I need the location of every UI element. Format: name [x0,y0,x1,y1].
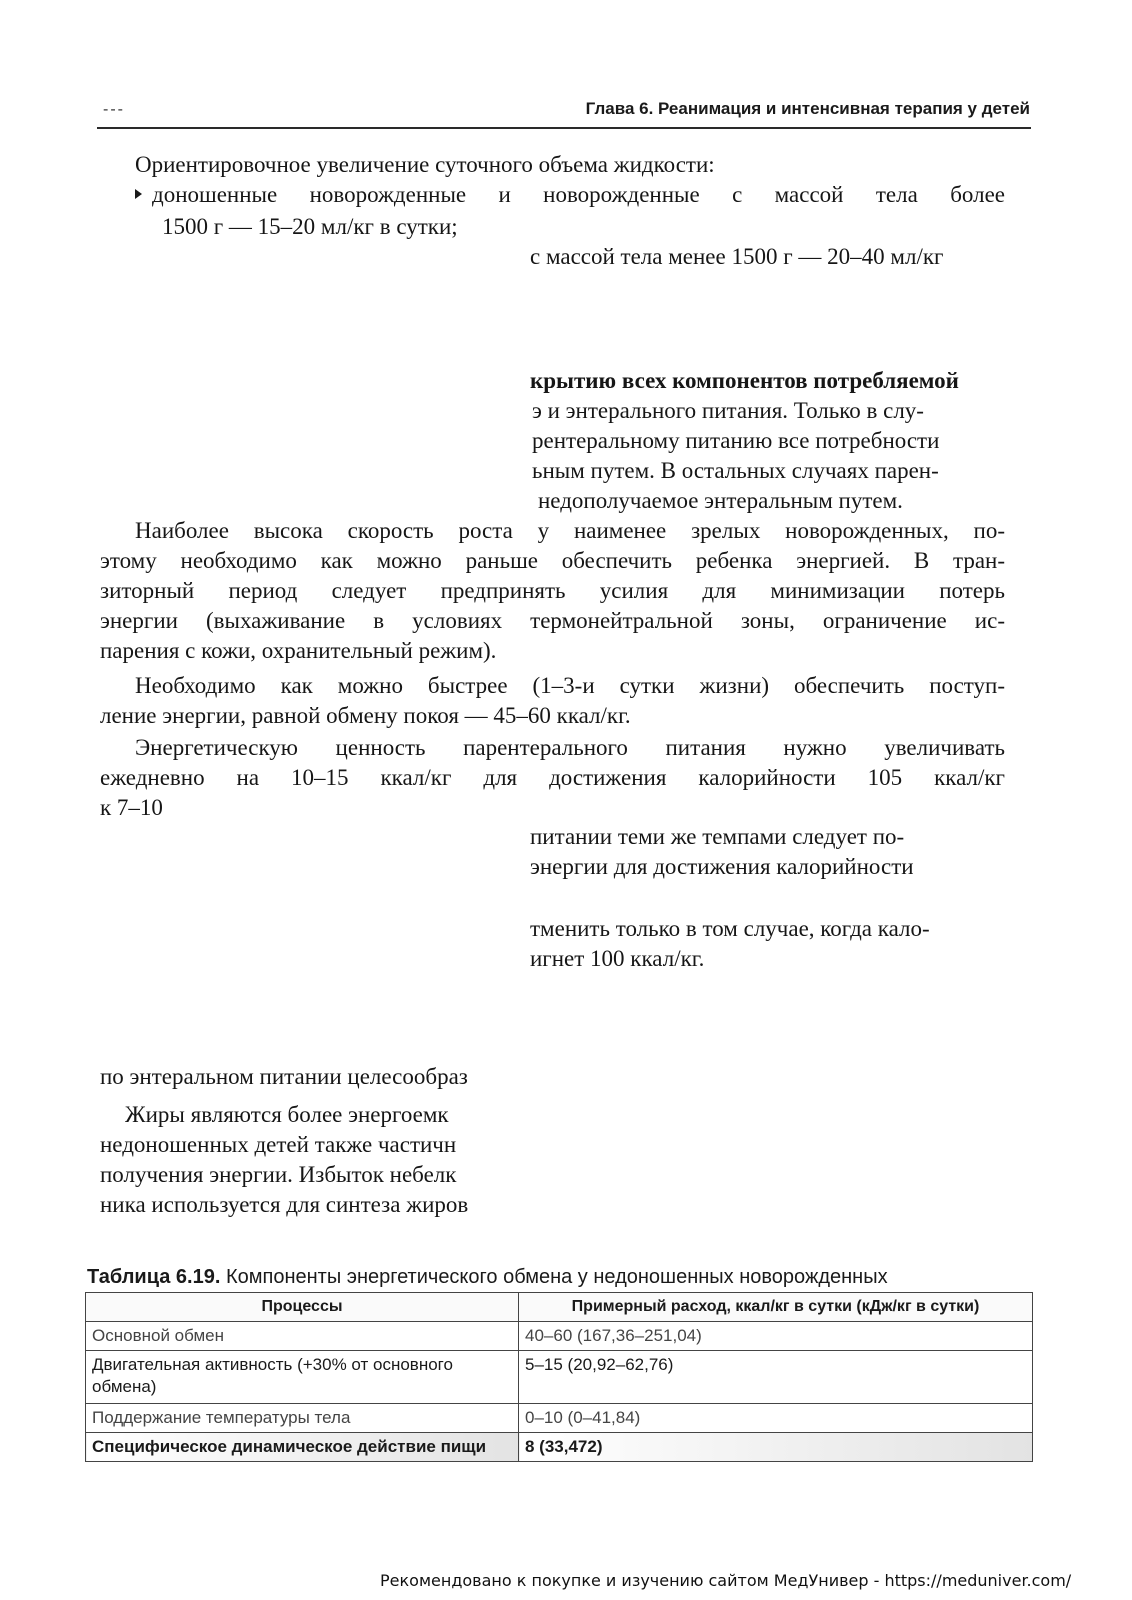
text-line: недоношенных детей также частичн [100,1132,457,1157]
column-header: Примерный расход, ккал/кг в сутки (кДж/кг в сутки) [519,1293,1033,1322]
table-cell: 8 (33,472) [519,1433,1033,1462]
table-row [86,1433,1033,1462]
page-marker: --- [103,101,125,118]
table-row [86,1322,1033,1351]
header-rule [97,127,1031,129]
text-line: ьным путем. В остальных случаях парен- [532,458,939,483]
text-line: с массой тела менее 1500 г — 20–40 мл/кг [530,244,944,269]
text-line-clipped: 1500 г — 15–20 мл/кг в сутки; [162,214,458,239]
text-line-clipped: к 7–10 [100,795,163,820]
text-line: энергии для достижения калорийности [530,854,914,879]
text-line: Жиры являются более энергоемк [125,1102,449,1127]
text-line: этому необходимо как можно раньше обеспечить ребенка энергией. В тран- [100,548,1005,573]
text-line: зиторный период следует предпринять усилия для минимизации потерь [100,578,1005,603]
text-line: Ориентировочное увеличение суточного объема жидкости: [135,152,715,177]
text-line: Энергетическую ценность парентерального питания нужно увеличивать [135,735,1005,760]
text-line: ление энергии, равной обмену покоя — 45–60 ккал/кг. [100,703,631,728]
text-line: Необходимо как можно быстрее (1–3-и сутки жизни) обеспечить поступ- [135,673,1005,698]
table-caption-text: Компоненты энергетического обмена у недоношенных новорожденных [225,1266,888,1288]
table-cell: Двигательная активность (+30% от основного обмена) [86,1351,519,1404]
text-line: тменить только в том случае, когда кало- [530,916,930,941]
table-row [86,1351,1033,1404]
text-line: получения энергии. Избыток небелк [100,1162,457,1187]
table-cell: 5–15 (20,92–62,76) [519,1351,1033,1404]
text-line: Наиболее высока скорость роста у наименее зрелых новорожденных, по- [135,518,1005,543]
bullet-icon [135,189,142,199]
text-line: ежедневно на 10–15 ккал/кг для достижения калорийности 105 ккал/кг [100,765,1005,790]
chapter-title: Глава 6. Реанимация и интенсивная терапия у детей [585,99,1030,118]
table-row [86,1404,1033,1433]
table-cell: Поддержание температуры тела [86,1404,519,1433]
text-line: ника используется для синтеза жиров [100,1192,469,1217]
table-caption-label: Таблица 6.19. [87,1266,221,1288]
text-line: энергии (выхаживание в условиях термонейтральной зоны, ограничение ис- [100,608,1005,633]
table-header-row [86,1293,1033,1322]
table-caption [87,1264,1047,1290]
table-cell: Специфическое динамическое действие пищи [86,1433,519,1462]
table-cell: 40–60 (167,36–251,04) [519,1322,1033,1351]
table-cell: 0–10 (0–41,84) [519,1404,1033,1433]
text-line: питании теми же темпами следует по- [530,824,905,849]
footer-note: Рекомендовано к покупке и изучению сайтом МедУнивер - https://meduniver.com/ [380,1571,1072,1590]
text-line: игнет 100 ккал/кг. [530,946,705,971]
text-line: доношенные новорожденные и новорожденные с массой тела более [152,182,1005,207]
text-line: крытию всех компонентов потребляемой [530,368,959,393]
table-cell: Основной обмен [86,1322,519,1351]
text-line: э и энтерального питания. Только в слу- [532,398,924,423]
column-header: Процессы [86,1293,519,1322]
text-line: недополучаемое энтеральным путем. [538,488,903,513]
text-line: парения с кожи, охранительный режим). [100,638,497,663]
text-line-clipped [100,1064,530,1092]
energy-components-table [85,1292,1033,1462]
bullet-line [135,180,1005,210]
text-line: рентеральному питанию все потребности [532,428,940,453]
text-line: по энтеральном питании целесообраз [100,1064,468,1089]
